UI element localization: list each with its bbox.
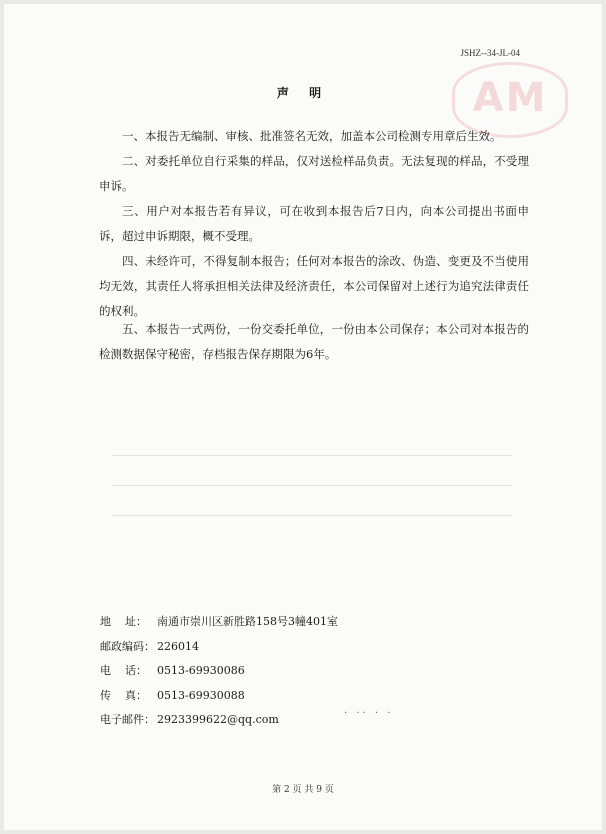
statement-paragraph-5: 五、本报告一式两份，一份交委托单位，一份由本公司保存；本公司对本报告的检测数据保守秘密，存档报告保存期限为6年。 (99, 322, 529, 361)
contact-email: 电子邮件： 2923399622@qq.com (100, 713, 279, 726)
show-through-logo-watermark: AM (452, 62, 568, 138)
page-title: 声 明 (276, 86, 330, 100)
contact-postcode: 邮政编码： 226014 (100, 639, 199, 653)
document-code: JSHZ--34-JL-04 (460, 48, 520, 58)
contact-info (100, 610, 338, 733)
document-page (4, 4, 602, 830)
contact-phone: 电 话： 0513-69930086 (100, 664, 245, 677)
statement-paragraph-3: 三、用户对本报告若有异议，可在收到本报告后7日内，向本公司提出书面申诉，超过申诉期限，概不受理。 (99, 204, 529, 243)
scan-specks: · ·· · · (344, 708, 394, 719)
contact-address: 地 址： 南通市崇川区新胜路158号3幢401室 (100, 615, 338, 628)
show-through-table-watermark (112, 426, 512, 516)
statement-paragraph-2: 二、对委托单位自行采集的样品，仅对送检样品负责。无法复现的样品，不受理申诉。 (99, 154, 529, 193)
contact-fax: 传 真： 0513-69930088 (100, 688, 245, 702)
statement-paragraph-1: 一、本报告无编制、审核、批准签名无效，加盖本公司检测专用章后生效。 (122, 129, 502, 143)
page-number: 第 2 页 共 9 页 (272, 785, 334, 795)
statement-paragraph-4: 四、未经许可，不得复制本报告；任何对本报告的涂改、伪造、变更及不当使用均无效，其责任人将承担相关法律及经济责任，本公司保留对上述行为追究法律责任的权利。 (99, 254, 529, 318)
